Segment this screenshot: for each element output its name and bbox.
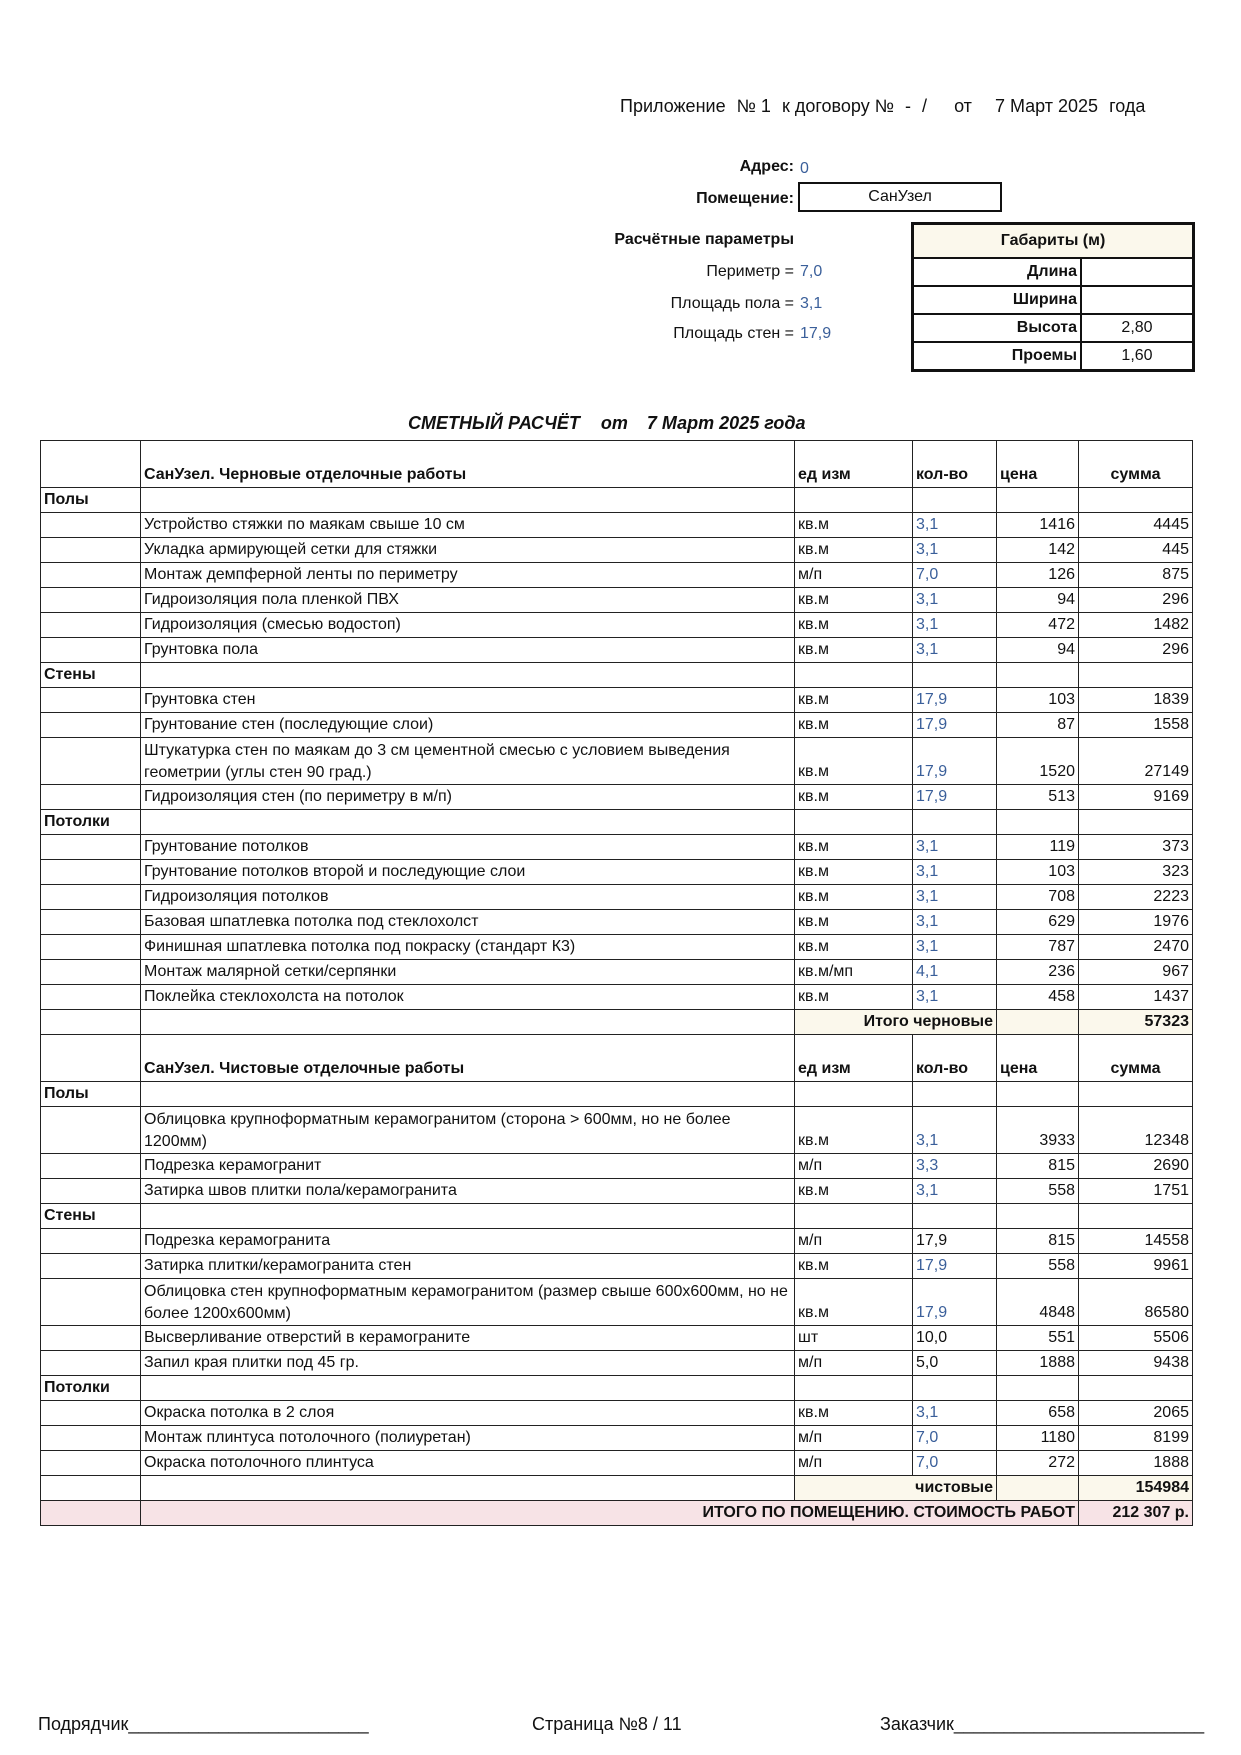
sum: 2223 [1079,885,1193,910]
blank-cell [913,1082,997,1107]
param-label-floor-area: Площадь пола = [670,295,794,312]
quantity: 17,9 [913,688,997,713]
sum: 875 [1079,563,1193,588]
blank-cell [141,1010,795,1035]
sum: 8199 [1079,1426,1193,1451]
price: 1416 [997,513,1079,538]
dim-label-length: Длина [913,258,1082,286]
table-row [41,688,1193,713]
quantity: 3,1 [913,513,997,538]
blank-cell [41,638,141,663]
price: 1180 [997,1426,1079,1451]
blank-cell [997,488,1079,513]
work-name: Запил края плитки под 45 гр. [141,1351,795,1376]
blank-cell [913,488,997,513]
blank-cell [795,663,913,688]
col-unit: ед изм [795,1035,913,1082]
quantity: 3,1 [913,1107,997,1154]
table-row [41,835,1193,860]
address-value: 0 [800,160,809,177]
blank-cell [41,563,141,588]
category-row [41,1204,1193,1229]
quantity: 7,0 [913,1426,997,1451]
quantity: 3,1 [913,885,997,910]
quantity: 17,9 [913,1279,997,1326]
price: 551 [997,1326,1079,1351]
param-value-perimeter: 7,0 [800,263,823,280]
blank-cell [913,663,997,688]
grand-total-label: ИТОГО ПО ПОМЕЩЕНИЮ. СТОИМОСТЬ РАБОТ [141,1501,1079,1526]
blank-cell [41,738,141,785]
work-name: Затирка плитки/керамогранита стен [141,1254,795,1279]
unit: кв.м [795,538,913,563]
unit: кв.м [795,1279,913,1326]
price: 87 [997,713,1079,738]
room-value: СанУзел [798,182,1002,212]
blank-cell [41,1154,141,1179]
work-name: Штукатурка стен по маякам до 3 см цементной смесью с условием выведения геометрии (углы стен 90 град.) [141,738,795,785]
table-row [41,785,1193,810]
sum: 1888 [1079,1451,1193,1476]
table-row [41,538,1193,563]
unit: кв.м [795,910,913,935]
sum: 27149 [1079,738,1193,785]
blank-cell [997,1082,1079,1107]
blank-cell [41,1279,141,1326]
header-blank [41,441,141,488]
blank-cell [41,1351,141,1376]
price: 558 [997,1179,1079,1204]
sum: 296 [1079,588,1193,613]
table-row [41,910,1193,935]
work-name: Грунтовка стен [141,688,795,713]
unit: м/п [795,1229,913,1254]
blank-cell [1079,810,1193,835]
unit: кв.м [795,1254,913,1279]
unit: кв.м [795,613,913,638]
blank-cell [1079,488,1193,513]
work-name: Подрезка керамогранита [141,1229,795,1254]
blank-cell [41,935,141,960]
contractor-signature: Подрядчик________________________ [38,1714,369,1734]
sum: 373 [1079,835,1193,860]
blank-cell [41,513,141,538]
blank-cell [997,663,1079,688]
sum: 1839 [1079,688,1193,713]
blank-cell [41,1229,141,1254]
appendix-header: Приложение № 1 к договору № - / от 7 Март 2025 года [620,96,1146,116]
price: 236 [997,960,1079,985]
price: 472 [997,613,1079,638]
work-name: Монтаж плинтуса потолочного (полиуретан) [141,1426,795,1451]
header-blank [41,1035,141,1082]
price: 513 [997,785,1079,810]
dim-value-width [1081,286,1194,314]
table-row [41,1451,1193,1476]
unit: кв.м [795,713,913,738]
quantity: 17,9 [913,1229,997,1254]
work-name: Окраска потолочного плинтуса [141,1451,795,1476]
category-name: Потолки [41,1376,141,1401]
table-row [41,713,1193,738]
quantity: 3,1 [913,860,997,885]
price: 708 [997,885,1079,910]
quantity: 17,9 [913,738,997,785]
estimate-title: СМЕТНЫЙ РАСЧЁТ от 7 Март 2025 года [408,413,806,433]
work-name: Гидроизоляция стен (по периметру в м/п) [141,785,795,810]
price: 815 [997,1229,1079,1254]
blank-cell [141,663,795,688]
blank-cell [41,785,141,810]
unit: кв.м [795,638,913,663]
blank-cell [141,488,795,513]
unit: кв.м [795,835,913,860]
quantity: 3,1 [913,613,997,638]
rough-subtotal-row [41,1010,1193,1035]
sum: 9961 [1079,1254,1193,1279]
quantity: 3,1 [913,935,997,960]
price: 272 [997,1451,1079,1476]
blank-cell [41,1179,141,1204]
quantity: 3,3 [913,1154,997,1179]
sum: 1482 [1079,613,1193,638]
blank-cell [41,1476,141,1501]
work-name: Финишная шпатлевка потолка под покраску (стандарт К3) [141,935,795,960]
blank-cell [913,810,997,835]
quantity: 4,1 [913,960,997,985]
blank-cell [1079,1204,1193,1229]
table-row [41,513,1193,538]
category-name: Стены [41,663,141,688]
col-qty: кол-во [913,441,997,488]
blank-cell [997,1010,1079,1035]
unit: кв.м/мп [795,960,913,985]
blank-cell [141,1376,795,1401]
blank-cell [41,1254,141,1279]
blank-cell [141,1476,795,1501]
work-name: Гидроизоляция пола пленкой ПВХ [141,588,795,613]
category-name: Полы [41,1082,141,1107]
work-name: Монтаж малярной сетки/серпянки [141,960,795,985]
blank-cell [795,488,913,513]
sum: 1558 [1079,713,1193,738]
price: 103 [997,860,1079,885]
blank-cell [41,538,141,563]
quantity: 3,1 [913,638,997,663]
work-name: Поклейка стеклохолста на потолок [141,985,795,1010]
blank-cell [997,1204,1079,1229]
unit: кв.м [795,935,913,960]
blank-cell [795,1082,913,1107]
rough-section-header [41,441,1193,488]
page-number: Страница №8 / 11 [532,1714,682,1734]
blank-cell [41,588,141,613]
unit: кв.м [795,738,913,785]
blank-cell [41,835,141,860]
table-row [41,1179,1193,1204]
blank-cell [997,1376,1079,1401]
table-row [41,1326,1193,1351]
category-name: Полы [41,488,141,513]
unit: м/п [795,1351,913,1376]
quantity: 3,1 [913,835,997,860]
work-name: Базовая шпатлевка потолка под стеклохолст [141,910,795,935]
quantity: 5,0 [913,1351,997,1376]
dimensions-table [911,222,1195,372]
sum: 2690 [1079,1154,1193,1179]
work-name: Гидроизоляция потолков [141,885,795,910]
quantity: 10,0 [913,1326,997,1351]
blank-cell [141,1082,795,1107]
blank-cell [997,810,1079,835]
unit: м/п [795,1154,913,1179]
table-row [41,860,1193,885]
dim-label-height: Высота [913,314,1082,342]
work-name: Высверливание отверстий в керамограните [141,1326,795,1351]
grand-total-row [41,1501,1193,1526]
work-name: Затирка швов плитки пола/керамогранита [141,1179,795,1204]
blank-cell [997,1476,1079,1501]
col-qty: кол-во [913,1035,997,1082]
quantity: 3,1 [913,910,997,935]
unit: кв.м [795,885,913,910]
table-row [41,985,1193,1010]
quantity: 3,1 [913,1401,997,1426]
category-row [41,1376,1193,1401]
sum: 12348 [1079,1107,1193,1154]
work-name: Монтаж демпферной ленты по периметру [141,563,795,588]
unit: кв.м [795,1179,913,1204]
unit: м/п [795,1426,913,1451]
col-sum: сумма [1079,1035,1193,1082]
quantity: 17,9 [913,713,997,738]
dim-value-length [1081,258,1194,286]
blank-cell [41,885,141,910]
finish-subtotal-row [41,1476,1193,1501]
unit: кв.м [795,985,913,1010]
sum: 2470 [1079,935,1193,960]
work-name: Гидроизоляция (смесью водостоп) [141,613,795,638]
price: 3933 [997,1107,1079,1154]
table-row [41,1254,1193,1279]
param-label-wall-area: Площадь стен = [673,325,794,342]
category-row [41,488,1193,513]
table-row [41,1426,1193,1451]
table-row [41,1229,1193,1254]
blank-cell [1079,1082,1193,1107]
col-sum: сумма [1079,441,1193,488]
table-row [41,1279,1193,1326]
subtotal-label: чистовые [795,1476,997,1501]
dim-label-width: Ширина [913,286,1082,314]
category-row [41,663,1193,688]
work-name: Грунтование потолков второй и последующие слои [141,860,795,885]
work-name: Грунтовка пола [141,638,795,663]
price: 629 [997,910,1079,935]
finish-section-header [41,1035,1193,1082]
price: 815 [997,1154,1079,1179]
sum: 1976 [1079,910,1193,935]
sum: 1751 [1079,1179,1193,1204]
category-row [41,810,1193,835]
table-row [41,935,1193,960]
blank-cell [41,1010,141,1035]
blank-cell [913,1376,997,1401]
blank-cell [41,1107,141,1154]
section-title: СанУзел. Черновые отделочные работы [141,441,795,488]
sum: 1437 [1079,985,1193,1010]
grand-total-value: 212 307 р. [1079,1501,1193,1526]
sum: 967 [1079,960,1193,985]
blank-cell [795,1204,913,1229]
param-label-perimeter: Периметр = [706,263,794,280]
category-name: Стены [41,1204,141,1229]
blank-cell [141,810,795,835]
quantity: 17,9 [913,785,997,810]
work-name: Подрезка керамогранит [141,1154,795,1179]
work-name: Грунтование стен (последующие слои) [141,713,795,738]
param-value-floor-area: 3,1 [800,295,823,312]
blank-cell [141,1204,795,1229]
blank-cell [41,613,141,638]
blank-cell [41,688,141,713]
blank-cell [41,985,141,1010]
blank-cell [1079,1376,1193,1401]
price: 119 [997,835,1079,860]
sum: 445 [1079,538,1193,563]
dim-value-height: 2,80 [1081,314,1194,342]
quantity: 3,1 [913,1179,997,1204]
blank-cell [795,810,913,835]
table-row [41,563,1193,588]
col-unit: ед изм [795,441,913,488]
unit: м/п [795,563,913,588]
sum: 4445 [1079,513,1193,538]
sum: 14558 [1079,1229,1193,1254]
table-row [41,738,1193,785]
blank-cell [795,1376,913,1401]
blank-cell [41,1451,141,1476]
price: 1888 [997,1351,1079,1376]
unit: кв.м [795,860,913,885]
col-price: цена [997,1035,1079,1082]
unit: м/п [795,1451,913,1476]
table-row [41,1401,1193,1426]
dimensions-title: Габариты (м) [913,224,1194,259]
unit: кв.м [795,588,913,613]
work-name: Окраска потолка в 2 слоя [141,1401,795,1426]
work-name: Облицовка крупноформатным керамогранитом (сторона > 600мм, но не более 1200мм) [141,1107,795,1154]
unit: кв.м [795,1401,913,1426]
unit: кв.м [795,513,913,538]
price: 458 [997,985,1079,1010]
param-value-wall-area: 17,9 [800,325,832,342]
price: 658 [997,1401,1079,1426]
quantity: 7,0 [913,1451,997,1476]
blank-cell [41,1326,141,1351]
price: 142 [997,538,1079,563]
section-title: СанУзел. Чистовые отделочные работы [141,1035,795,1082]
sum: 5506 [1079,1326,1193,1351]
sum: 296 [1079,638,1193,663]
blank-cell [1079,663,1193,688]
subtotal-label: Итого черновые [795,1010,997,1035]
dim-label-openings: Проемы [913,342,1082,371]
blank-cell [41,713,141,738]
table-row [41,638,1193,663]
table-row [41,885,1193,910]
price: 94 [997,638,1079,663]
table-row [41,613,1193,638]
table-row [41,588,1193,613]
sum: 9438 [1079,1351,1193,1376]
quantity: 17,9 [913,1254,997,1279]
price: 103 [997,688,1079,713]
col-price: цена [997,441,1079,488]
quantity: 7,0 [913,563,997,588]
sum: 86580 [1079,1279,1193,1326]
blank-cell [41,1426,141,1451]
quantity: 3,1 [913,588,997,613]
blank-cell [41,1401,141,1426]
subtotal-value: 154984 [1079,1476,1193,1501]
work-name: Устройство стяжки по маякам свыше 10 см [141,513,795,538]
unit: кв.м [795,688,913,713]
work-name: Грунтование потолков [141,835,795,860]
dim-value-openings: 1,60 [1081,342,1194,371]
blank-cell [41,960,141,985]
subtotal-value: 57323 [1079,1010,1193,1035]
category-name: Потолки [41,810,141,835]
price: 94 [997,588,1079,613]
price: 4848 [997,1279,1079,1326]
customer-signature: Заказчик_________________________ [880,1714,1205,1734]
price: 787 [997,935,1079,960]
quantity: 3,1 [913,985,997,1010]
unit: кв.м [795,785,913,810]
quantity: 3,1 [913,538,997,563]
blank-cell [41,860,141,885]
blank-cell [41,1501,141,1526]
sum: 9169 [1079,785,1193,810]
params-title: Расчётные параметры [614,231,794,248]
room-label: Помещение: [696,190,794,207]
unit: кв.м [795,1107,913,1154]
blank-cell [913,1204,997,1229]
work-name: Укладка армирующей сетки для стяжки [141,538,795,563]
table-row [41,1107,1193,1154]
price: 126 [997,563,1079,588]
estimate-table [40,440,1193,1526]
work-name: Облицовка стен крупноформатным керамогранитом (размер свыше 600х600мм, но не более 1200х600мм) [141,1279,795,1326]
category-row [41,1082,1193,1107]
sum: 323 [1079,860,1193,885]
unit: шт [795,1326,913,1351]
price: 1520 [997,738,1079,785]
sum: 2065 [1079,1401,1193,1426]
address-label: Адрес: [739,158,794,175]
price: 558 [997,1254,1079,1279]
table-row [41,1154,1193,1179]
blank-cell [41,910,141,935]
table-row [41,1351,1193,1376]
table-row [41,960,1193,985]
